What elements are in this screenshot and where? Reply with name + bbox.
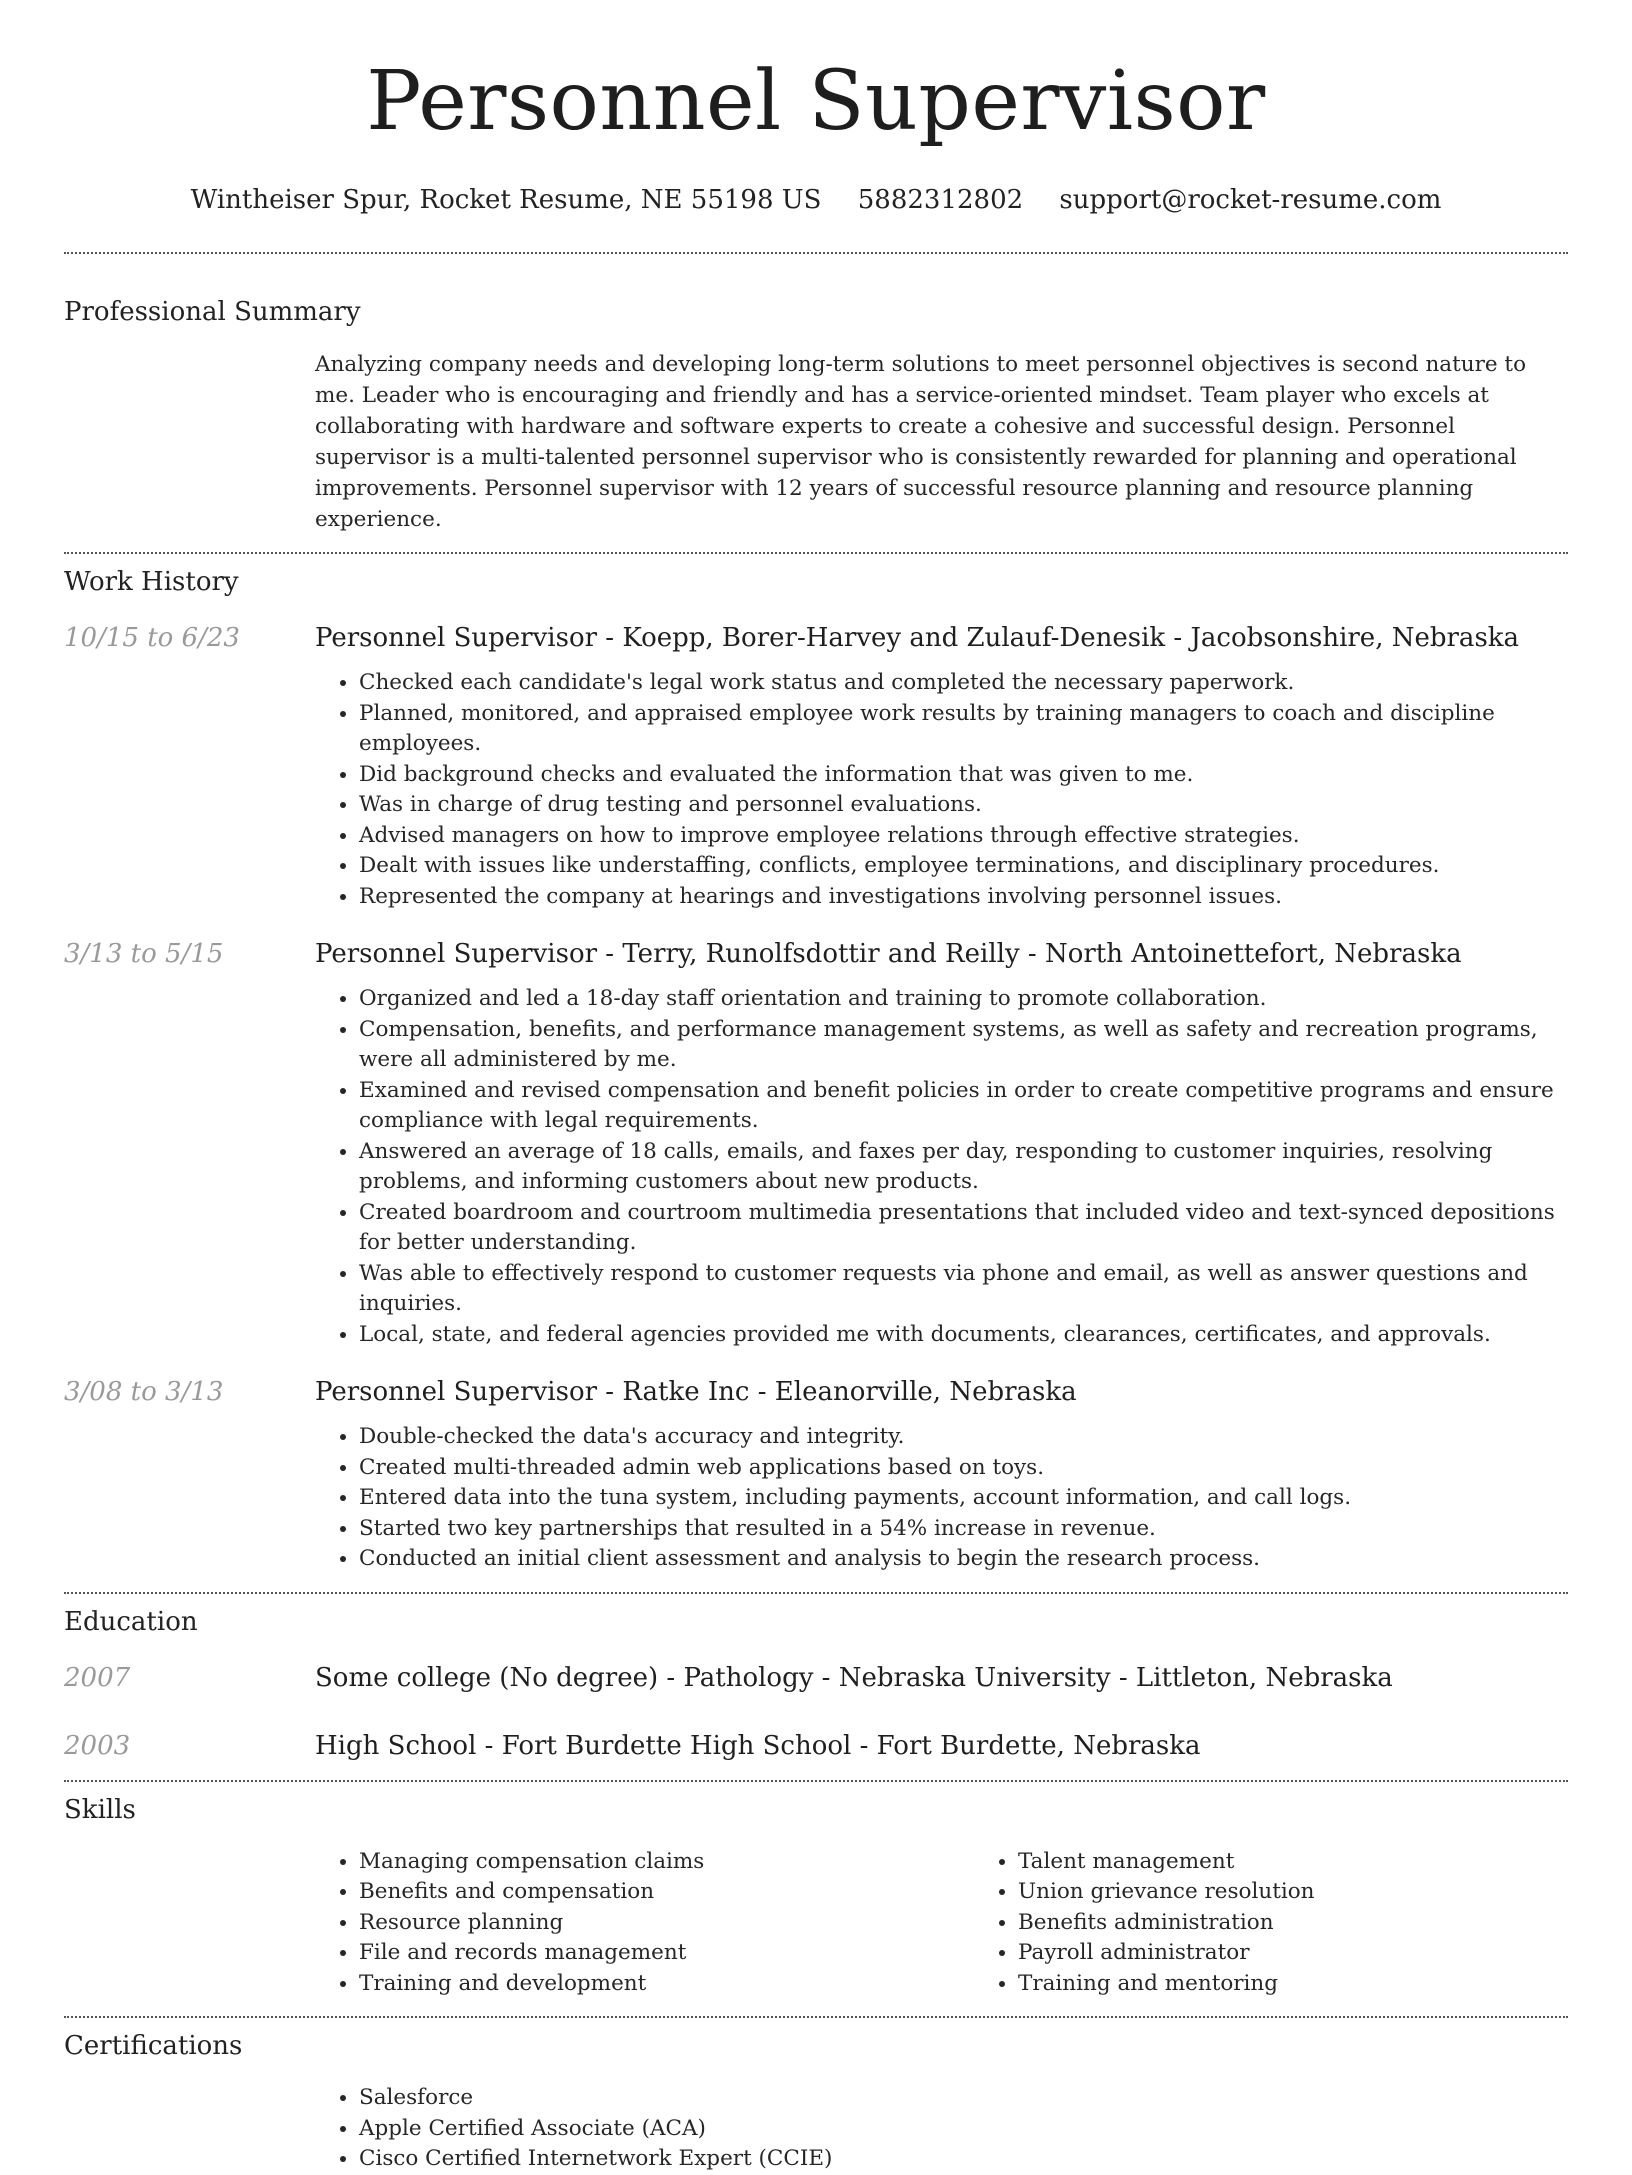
certification-item: • Salesforce bbox=[359, 2083, 1568, 2114]
resume-name: Personnel Supervisor bbox=[366, 54, 1266, 149]
summary-section bbox=[64, 295, 1568, 535]
job-dates: 3/13 to 5/15 bbox=[64, 939, 224, 969]
list-item: • Created boardroom and courtroom multimedia presentations that included video and text-synced depositions for better understanding. bbox=[359, 1198, 1568, 1259]
divider bbox=[64, 1592, 1568, 1594]
education-year: 2007 bbox=[64, 1662, 131, 1693]
skill-item: • Talent management bbox=[1018, 1847, 1632, 1878]
list-item: • Local, state, and federal agencies provided me with documents, clearances, certificates, and approvals. bbox=[359, 1320, 1568, 1351]
job-heading: Personnel Supervisor - Ratke Inc - Eleanorville, Nebraska bbox=[315, 1377, 1077, 1407]
certifications-section bbox=[64, 2029, 1568, 2175]
job-entry bbox=[64, 937, 1568, 1350]
list-item: • Represented the company at hearings and investigations involving personnel issues. bbox=[359, 882, 1568, 913]
list-item: • Checked each candidate's legal work status and completed the necessary paperwork. bbox=[359, 668, 1568, 699]
certifications-list bbox=[315, 2083, 1568, 2175]
skill-item: • File and records management bbox=[359, 1938, 974, 1969]
divider bbox=[64, 2016, 1568, 2018]
divider bbox=[64, 552, 1568, 554]
certification-item: • Cisco Certified Internetwork Expert (CCIE) bbox=[359, 2144, 1568, 2175]
certification-item: • Apple Certified Associate (ACA) bbox=[359, 2114, 1568, 2145]
skill-item: • Payroll administrator bbox=[1018, 1938, 1632, 1969]
skill-item: • Managing compensation claims bbox=[359, 1847, 974, 1878]
contact-line bbox=[64, 182, 1568, 218]
job-entry bbox=[64, 1375, 1568, 1575]
skills-title: Skills bbox=[64, 1794, 136, 1825]
list-item: • Answered an average of 18 calls, emails, and faxes per day, responding to customer inquiries, resolving problems, and informing customers about new products. bbox=[359, 1137, 1568, 1198]
job-entry bbox=[64, 621, 1568, 912]
job-heading: Personnel Supervisor - Terry, Runolfsdottir and Reilly - North Antoinettefort, Nebraska bbox=[315, 939, 1462, 969]
education-entry bbox=[64, 1729, 1568, 1763]
summary-title: Professional Summary bbox=[64, 297, 361, 327]
list-item: • Created multi-threaded admin web applications based on toys. bbox=[359, 1453, 1568, 1484]
skill-item: • Resource planning bbox=[359, 1908, 974, 1939]
job-bullets bbox=[315, 984, 1568, 1350]
skills-list-right bbox=[974, 1847, 1632, 2000]
skills-grid bbox=[315, 1847, 1568, 2000]
job-dates: 3/08 to 3/13 bbox=[64, 1377, 224, 1407]
list-item: • Was in charge of drug testing and personnel evaluations. bbox=[359, 790, 1568, 821]
education-year: 2003 bbox=[64, 1730, 131, 1761]
list-item: • Did background checks and evaluated the information that was given to me. bbox=[359, 760, 1568, 791]
list-item: • Compensation, benefits, and performance management systems, as well as safety and recreation programs, were all administered by me. bbox=[359, 1015, 1568, 1076]
skills-section bbox=[64, 1793, 1568, 2000]
work-section bbox=[64, 565, 1568, 1575]
divider bbox=[64, 252, 1568, 254]
certifications-title: Certifications bbox=[64, 2031, 243, 2061]
contact-email: support@rocket-resume.com bbox=[1059, 185, 1442, 215]
list-item: • Was able to effectively respond to customer requests via phone and email, as well as answer questions and inquiries. bbox=[359, 1259, 1568, 1320]
skill-item: • Training and development bbox=[359, 1969, 974, 2000]
list-item: • Entered data into the tuna system, including payments, account information, and call logs. bbox=[359, 1483, 1568, 1514]
job-heading: Personnel Supervisor - Koepp, Borer-Harvey and Zulauf-Denesik - Jacobsonshire, Nebraska bbox=[315, 623, 1520, 653]
skill-item: • Benefits and compensation bbox=[359, 1877, 974, 1908]
list-item: • Examined and revised compensation and benefit policies in order to create competitive programs and ensure compliance with legal requirements. bbox=[359, 1076, 1568, 1137]
skill-item: • Training and mentoring bbox=[1018, 1969, 1632, 2000]
divider bbox=[64, 1780, 1568, 1782]
education-heading: Some college (No degree) - Pathology - Nebraska University - Littleton, Nebraska bbox=[315, 1662, 1393, 1693]
skill-item: • Union grievance resolution bbox=[1018, 1877, 1632, 1908]
list-item: • Organized and led a 18-day staff orientation and training to promote collaboration. bbox=[359, 984, 1568, 1015]
education-title: Education bbox=[64, 1606, 198, 1637]
list-item: • Planned, monitored, and appraised employee work results by training managers to coach and discipline employees. bbox=[359, 699, 1568, 760]
job-bullets bbox=[315, 668, 1568, 912]
education-entry bbox=[64, 1661, 1568, 1695]
education-heading: High School - Fort Burdette High School - Fort Burdette, Nebraska bbox=[315, 1730, 1201, 1761]
resume-page bbox=[64, 0, 1568, 2175]
contact-address: Wintheiser Spur, Rocket Resume, NE 55198 US bbox=[190, 185, 822, 215]
list-item: • Dealt with issues like understaffing, conflicts, employee terminations, and disciplinary procedures. bbox=[359, 851, 1568, 882]
skills-list-left bbox=[315, 1847, 974, 2000]
education-section bbox=[64, 1605, 1568, 1763]
work-title: Work History bbox=[64, 567, 239, 597]
skill-item: • Benefits administration bbox=[1018, 1908, 1632, 1939]
list-item: • Started two key partnerships that resulted in a 54% increase in revenue. bbox=[359, 1514, 1568, 1545]
job-bullets bbox=[315, 1422, 1568, 1575]
list-item: • Conducted an initial client assessment and analysis to begin the research process. bbox=[359, 1544, 1568, 1575]
job-dates: 10/15 to 6/23 bbox=[64, 623, 240, 653]
list-item: • Advised managers on how to improve employee relations through effective strategies. bbox=[359, 821, 1568, 852]
summary-text: Analyzing company needs and developing long-term solutions to meet personnel objectives is second nature to me. Leader who is encouraging and friendly and has a service-oriented mindset. Team player who excels at collaborating with hardware and software experts to create a cohesive and successful design. Personnel supervisor is a multi-talented personnel supervisor who is consistently rewarded for planning and operational improvements. Personnel supervisor with 12 years of successful resource planning and resource planning experience. bbox=[315, 352, 1527, 532]
list-item: • Double-checked the data's accuracy and integrity. bbox=[359, 1422, 1568, 1453]
contact-phone: 5882312802 bbox=[857, 185, 1024, 215]
